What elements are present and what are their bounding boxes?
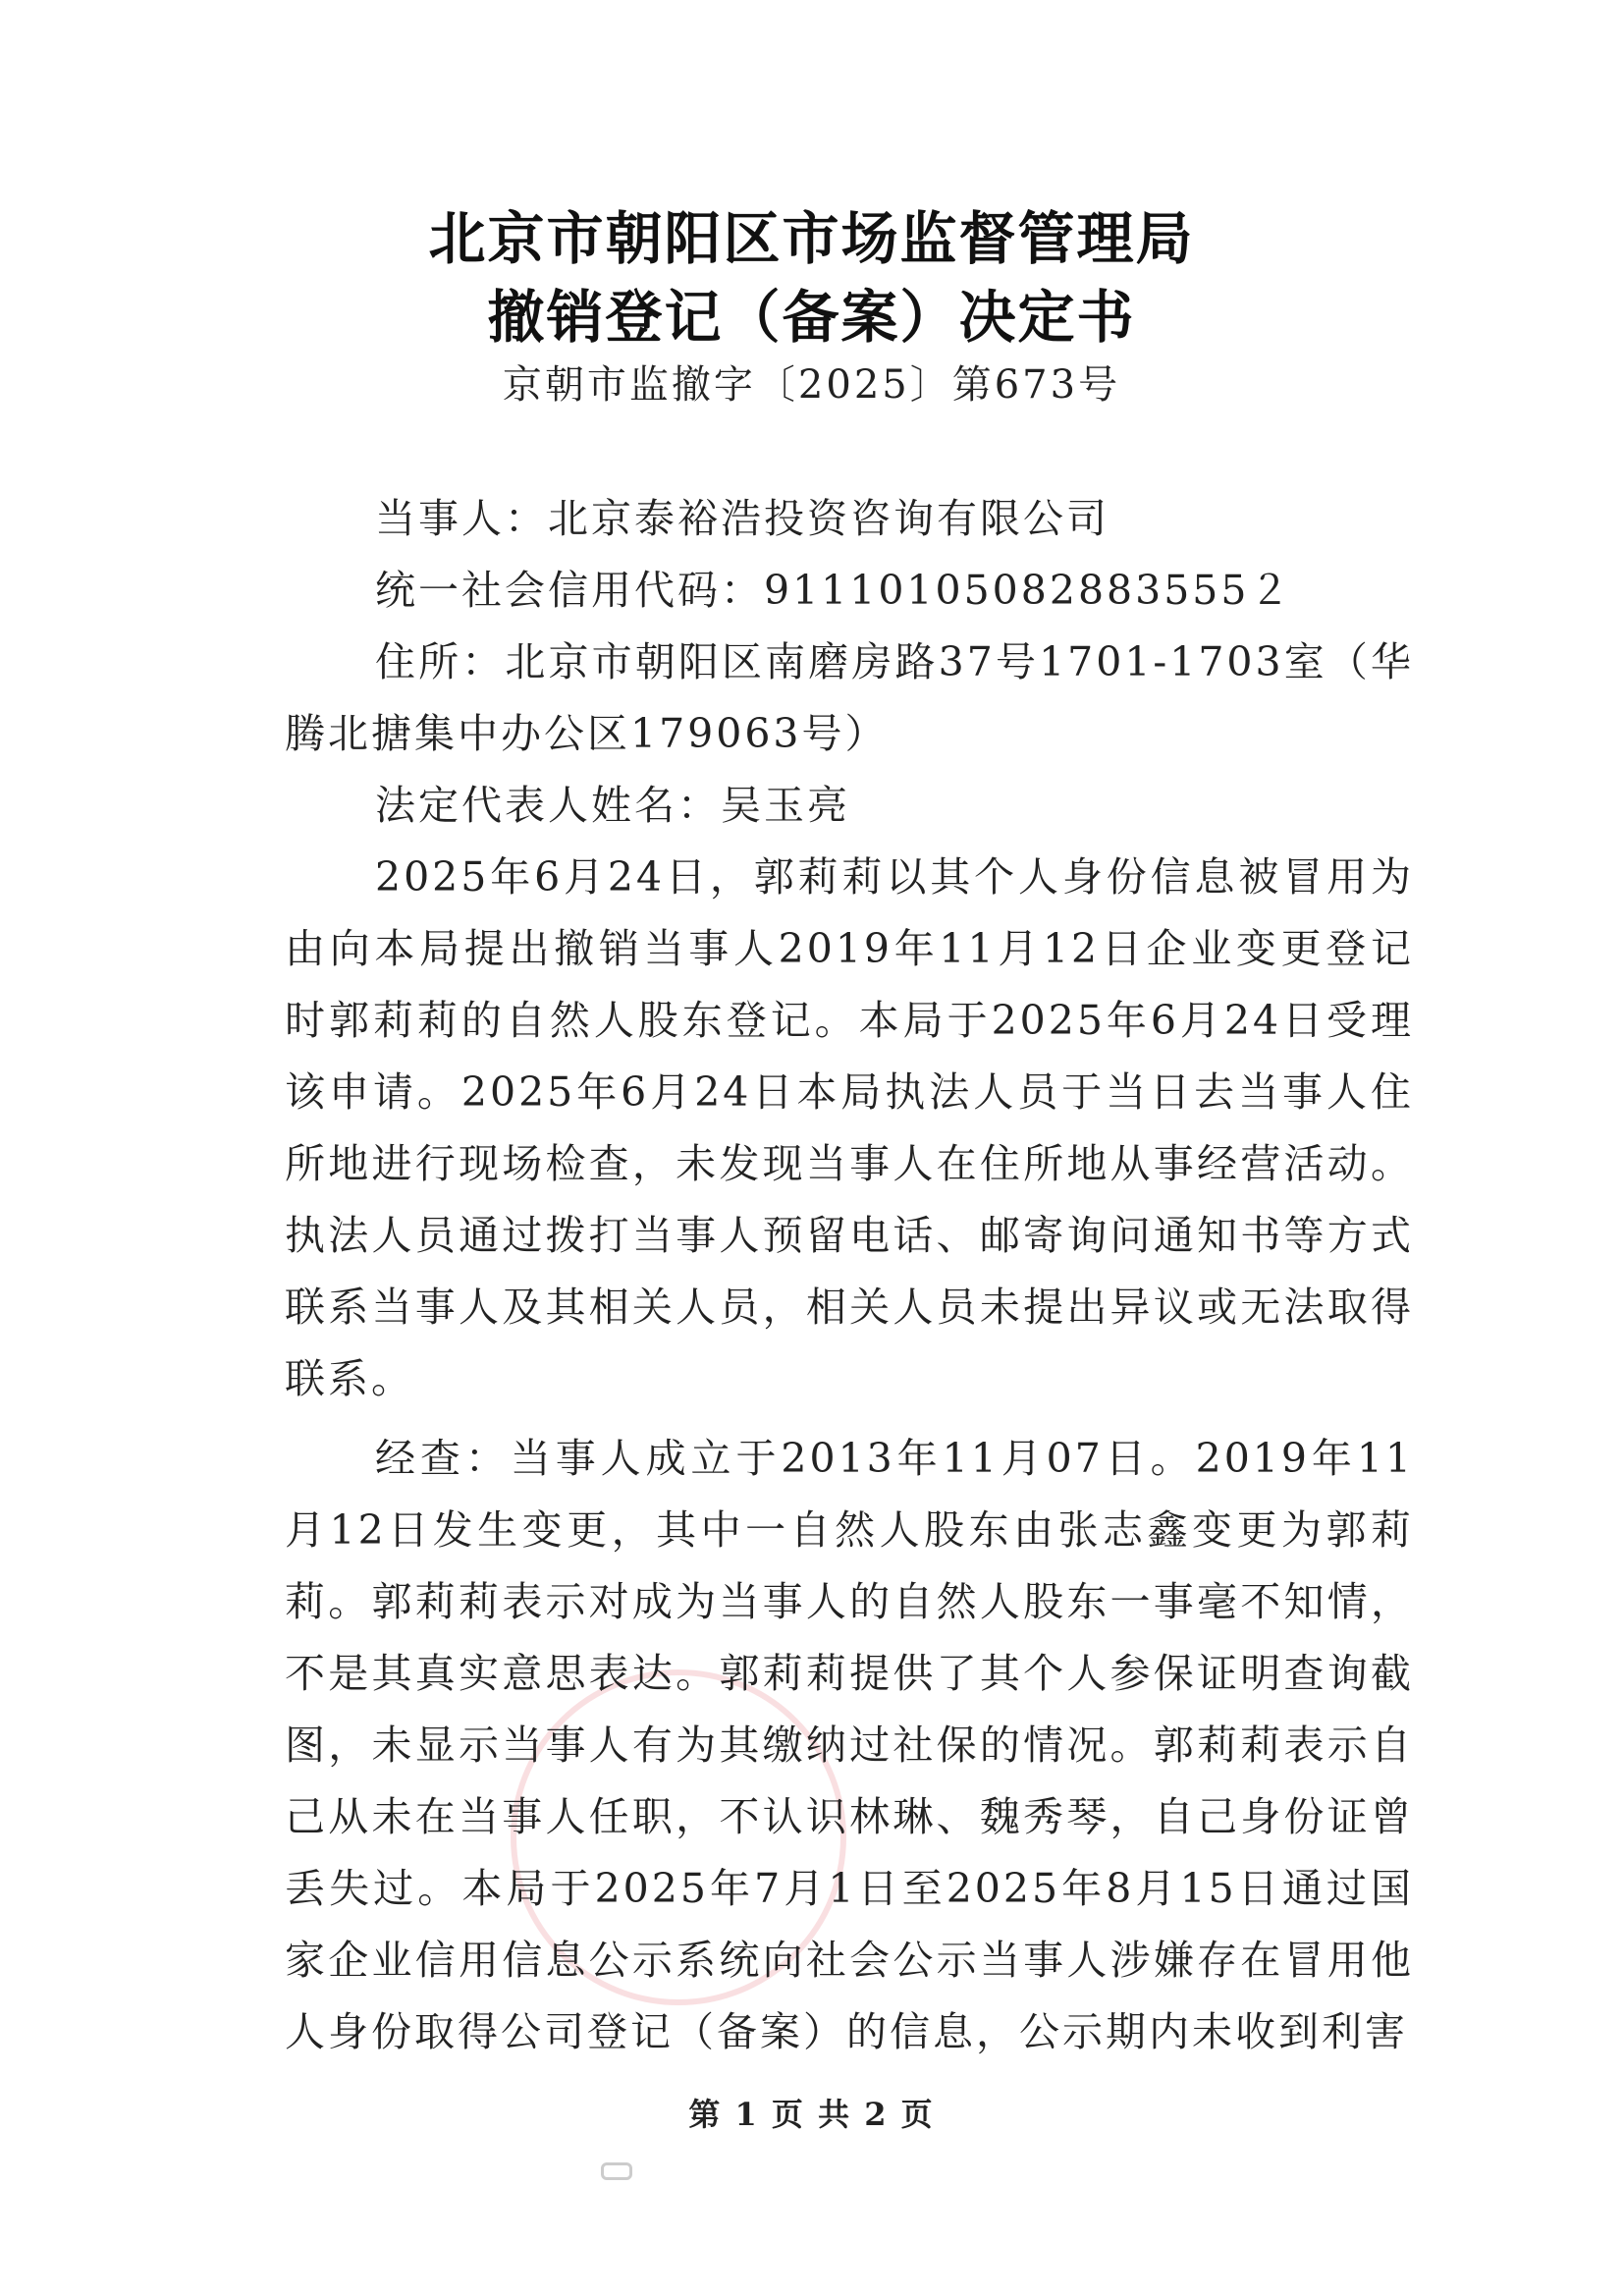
paragraph-application: 2025年6月24日，郭莉莉以其个人身份信息被冒用为由向本局提出撤销当事人2019年11月12日企业变更登记时郭莉莉的自然人股东登记。本局于2025年6月24日受理该申请。2025年6月24日本局执法人员于当日去当事人住所地进行现场检查，未发现当事人在住所地从事经营活动。执法人员通过拨打当事人预留电话、邮寄询问通知书等方式联系当事人及其相关人员，相关人员未提出异议或无法取得联系。 <box>285 853 1414 1402</box>
document-type-title: 撤销登记（备案）决定书 <box>487 284 1136 351</box>
credit-code-field: 统一社会信用代码：91110105082883555２ <box>375 567 1293 614</box>
scan-mark <box>601 2162 632 2180</box>
document-number: 京朝市监撤字〔2025〕第673号 <box>502 362 1121 408</box>
page-number: 第 1 页 共 2 页 <box>688 2096 935 2133</box>
issuing-authority-title: 北京市朝阳区市场监督管理局 <box>428 205 1195 272</box>
legal-representative-field: 法定代表人姓名：吴玉亮 <box>375 782 850 829</box>
party-field: 当事人：北京泰裕浩投资咨询有限公司 <box>375 495 1109 542</box>
address-field: 住所：北京市朝阳区南磨房路37号1701-1703室（华腾北搪集中办公区179063号） <box>285 638 1414 757</box>
paragraph-investigation: 经查：当事人成立于2013年11月07日。2019年11月12日发生变更，其中一自然人股东由张志鑫变更为郭莉莉。郭莉莉表示对成为当事人的自然人股东一事毫不知情，不是其真实意思表达。郭莉莉提供了其个人参保证明查询截图，未显示当事人有为其缴纳过社保的情况。郭莉莉表示自己从未在当事人任职，不认识林琳、魏秀琴，自己身份证曾丢失过。本局于2025年7月1日至2025年8月15日通过国家企业信用信息公示系统向社会公示当事人涉嫌存在冒用他人身份取得公司登记（备案）的信息，公示期内未收到利害 <box>285 1435 1414 2055</box>
document-body <box>285 483 1414 2068</box>
